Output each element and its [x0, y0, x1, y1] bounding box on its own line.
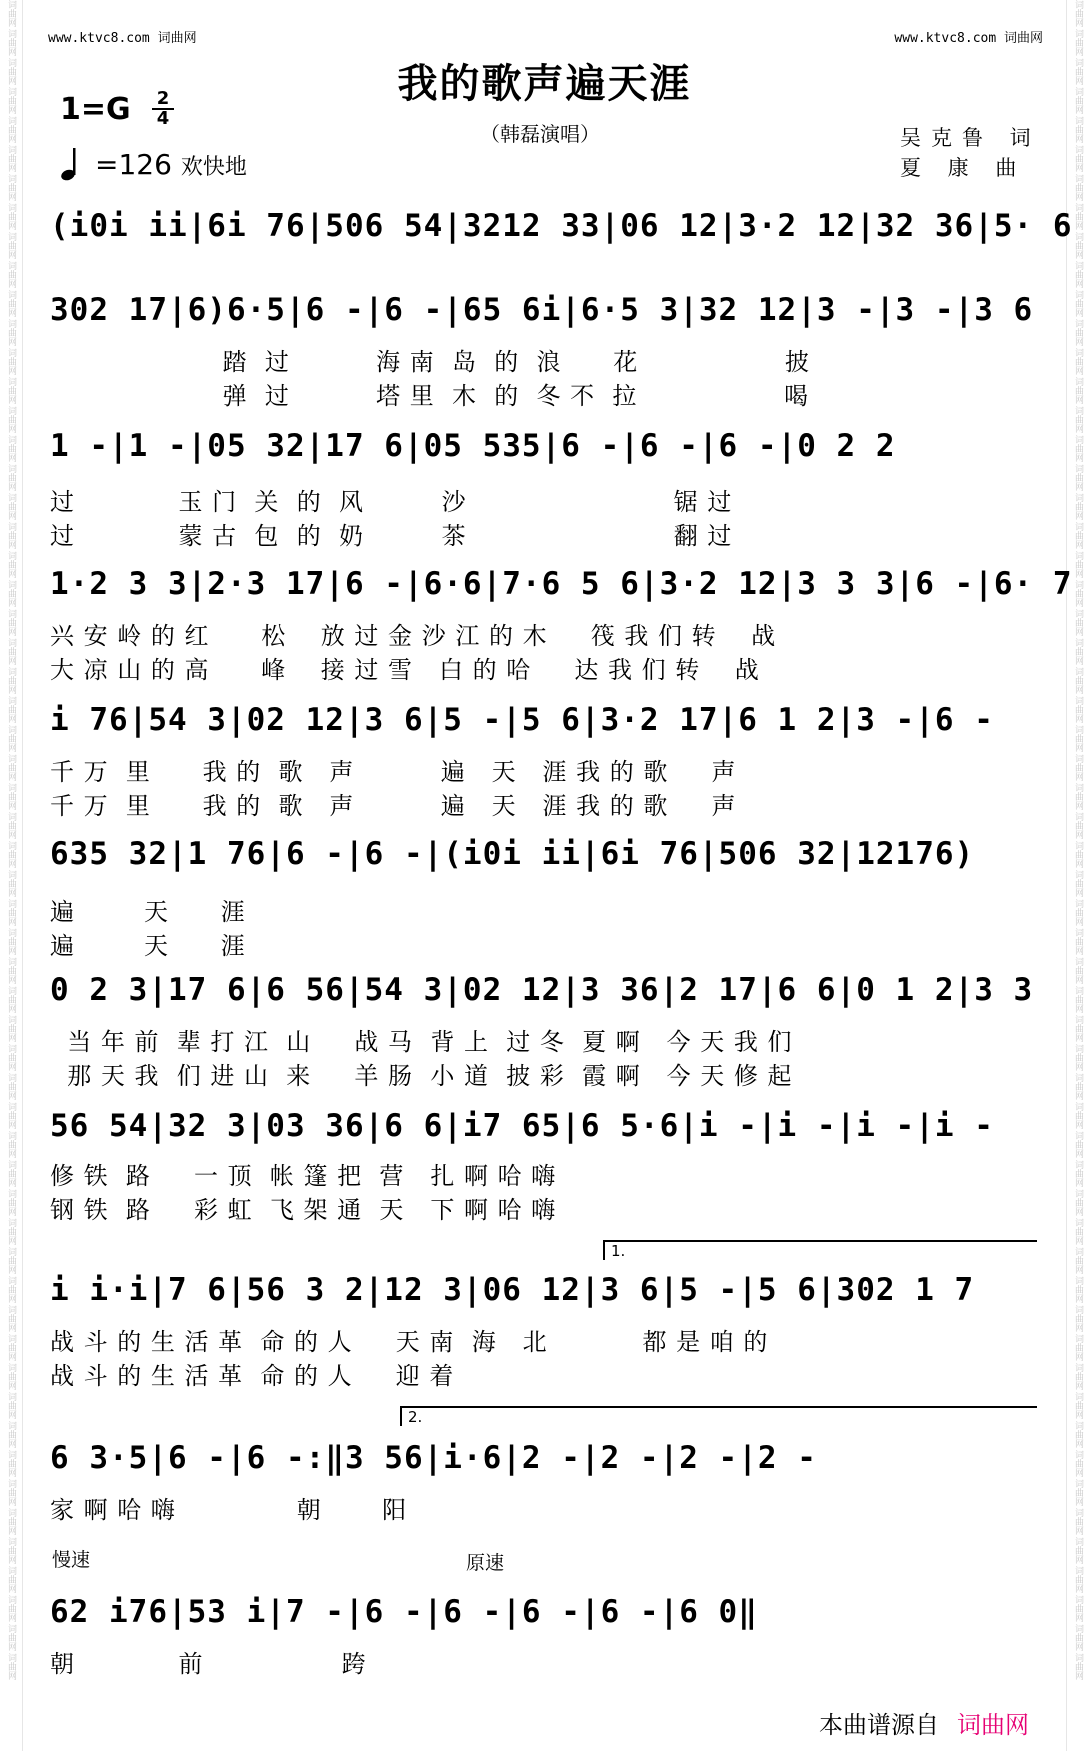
- watermark-text: 词曲网: [6, 957, 16, 984]
- watermark-text: 词曲网: [1073, 754, 1083, 781]
- watermark-text: 词曲网: [6, 870, 16, 897]
- watermark-text: 词曲网: [6, 1450, 16, 1477]
- watermark-text: 词曲网: [6, 1537, 16, 1564]
- watermark-text: 词曲网: [1073, 1189, 1083, 1216]
- watermark-text: 词曲网: [6, 986, 16, 1013]
- watermark-text: 词曲网: [1073, 1044, 1083, 1071]
- watermark-text: 词曲网: [6, 1247, 16, 1274]
- watermark-text: 词曲网: [1073, 580, 1083, 607]
- watermark-text: 词曲网: [1073, 435, 1083, 462]
- watermark-text: 词曲网: [6, 783, 16, 810]
- watermark-text: 词曲网: [6, 29, 16, 56]
- second-ending-bracket: 2.: [400, 1406, 1037, 1426]
- watermark-text: 词曲网: [6, 1363, 16, 1390]
- watermark-text: 词曲网: [1073, 696, 1083, 723]
- watermark-text: 词曲网: [6, 406, 16, 433]
- watermark-text: 词曲网: [6, 1479, 16, 1506]
- site-label-right: www.ktvc8.com 词曲网: [894, 31, 1043, 46]
- watermark-text: 词曲网: [6, 1189, 16, 1216]
- watermark-text: 词曲网: [6, 1218, 16, 1245]
- time-signature-bottom: 4: [152, 108, 174, 128]
- watermark-strip-left: [0, 0, 23, 1751]
- watermark-text: 词曲网: [1073, 551, 1083, 578]
- watermark-text: 词曲网: [6, 551, 16, 578]
- lyric-verse-1: 过 玉 门 关 的 风 沙 锯 过: [50, 488, 733, 516]
- time-signature: [152, 90, 174, 128]
- score-line-7: [50, 964, 1039, 1016]
- lyric-verse-1: 踏 过 海 南 岛 的 浪 花 披: [50, 348, 810, 376]
- score-line-music: i 76|54 3|02 12|3 6|5 -|5 6|3·2 17|6 1 2|3 -|6 -: [50, 702, 994, 738]
- site-label-left: www.ktvc8.com 词曲网: [48, 31, 197, 46]
- watermark-text: 词曲网: [6, 1102, 16, 1129]
- watermark-text: 词曲网: [1073, 1247, 1083, 1274]
- watermark-text: 词曲网: [1073, 0, 1083, 27]
- score-line-music: 1 -|1 -|05 32|17 6|05 535|6 -|6 -|6 -|0 2 2: [50, 428, 896, 464]
- watermark-text: 词曲网: [1073, 1566, 1083, 1593]
- watermark-text: 词曲网: [6, 1044, 16, 1071]
- song-title: 我的歌声遍天涯: [397, 61, 692, 107]
- lyric-verse-2: 过 蒙 古 包 的 奶 茶 翻 过: [50, 522, 733, 550]
- watermark-text: 词曲网: [6, 290, 16, 317]
- watermark-text: 词曲网: [1073, 667, 1083, 694]
- watermark-text: 词曲网: [6, 174, 16, 201]
- watermark-text: 词曲网: [6, 580, 16, 607]
- score-line-music: (i0i ii|6i 76|506 54|3212 33|06 12|3·2 12|32 36|5· 6: [50, 208, 1073, 244]
- lyric-verse-1: 千 万 里 我 的 歌 声 遍 天 涯 我 的 歌 声: [50, 758, 737, 786]
- tempo-value: =126: [95, 148, 172, 181]
- watermark-text: 词曲网: [1073, 609, 1083, 636]
- watermark-text: 词曲网: [6, 1595, 16, 1622]
- score-line-music: 302 17|6)6·5|6 -|6 -|65 6i|6·5 3|32 12|3 -|3 -|3 6: [50, 292, 1034, 328]
- watermark-text: 词曲网: [6, 841, 16, 868]
- composer-credit: 夏 康 曲: [900, 156, 1027, 180]
- watermark-text: 词曲网: [1073, 957, 1083, 984]
- watermark-text: 词曲网: [6, 609, 16, 636]
- watermark-text: 词曲网: [6, 464, 16, 491]
- watermark-text: 词曲网: [1073, 203, 1083, 230]
- watermark-text: 词曲网: [6, 754, 16, 781]
- watermark-text: 词曲网: [1073, 493, 1083, 520]
- watermark-text: 词曲网: [1073, 58, 1083, 85]
- lyric-verse-2: 那 天 我 们 进 山 来 羊 肠 小 道 披 彩 霞 啊 今 天 修 起: [50, 1062, 793, 1090]
- score-line-10: [50, 1432, 1039, 1484]
- watermark-text: 词曲网: [6, 1131, 16, 1158]
- watermark-text: 词曲网: [1073, 290, 1083, 317]
- watermark-text: 词曲网: [1073, 1160, 1083, 1187]
- watermark-text: 词曲网: [6, 116, 16, 143]
- watermark-text: 词曲网: [6, 1015, 16, 1042]
- score-line-4: [50, 558, 1073, 610]
- score-line-music: 56 54|32 3|03 36|6 6|i7 65|6 5·6|i -|i -|i -|i -: [50, 1108, 994, 1144]
- lyric-verse-2: 遍 天 涯: [50, 932, 246, 960]
- watermark-text: 词曲网: [6, 58, 16, 85]
- watermark-text: 词曲网: [6, 493, 16, 520]
- watermark-text: 词曲网: [1073, 1102, 1083, 1129]
- watermark-text: 词曲网: [6, 928, 16, 955]
- watermark-text: 词曲网: [1073, 232, 1083, 259]
- watermark-text: 词曲网: [6, 1624, 16, 1651]
- score-line-8: [50, 1100, 1039, 1152]
- time-signature-top: 2: [156, 88, 170, 109]
- watermark-text: 词曲网: [1073, 1450, 1083, 1477]
- watermark-text: 词曲网: [1073, 87, 1083, 114]
- watermark-text: 词曲网: [1073, 1334, 1083, 1361]
- score-line-music: 635 32|1 76|6 -|6 -|(i0i ii|6i 76|506 32|12176): [50, 836, 975, 872]
- watermark-text: 词曲网: [6, 1160, 16, 1187]
- watermark-text: 词曲网: [1073, 1392, 1083, 1419]
- lyric-verse-2: 弹 过 塔 里 木 的 冬 不 拉 喝: [50, 382, 810, 410]
- watermark-text: 词曲网: [1073, 986, 1083, 1013]
- watermark-text: 词曲网: [1073, 348, 1083, 375]
- lyric-verse-1: 修 铁 路 一 顶 帐 篷 把 营 扎 啊 哈 嗨: [50, 1162, 557, 1190]
- score-line-2: [50, 284, 1039, 336]
- watermark-text: 词曲网: [1073, 1508, 1083, 1535]
- watermark-text: 词曲网: [6, 145, 16, 172]
- first-ending-bracket: 1.: [603, 1240, 1037, 1260]
- watermark-text: 词曲网: [6, 1566, 16, 1593]
- watermark-text: 词曲网: [6, 232, 16, 259]
- tempo-mark-slow: 慢速: [52, 1549, 91, 1571]
- performer-credit: （韩磊演唱）: [480, 122, 600, 146]
- footer-source: 本曲谱源自: [819, 1711, 939, 1739]
- score-line-music: 6 3·5|6 -|6 -:‖3 56|i·6|2 -|2 -|2 -|2 -: [50, 1440, 817, 1476]
- watermark-text: 词曲网: [1073, 319, 1083, 346]
- watermark-text: 词曲网: [6, 1653, 16, 1680]
- quarter-note-icon: [58, 146, 94, 182]
- watermark-text: 词曲网: [6, 812, 16, 839]
- score-line-music: 1·2 3 3|2·3 17|6 -|6·6|7·6 5 6|3·2 12|3 3 3|6 -|6· 7: [50, 566, 1073, 602]
- watermark-text: 词曲网: [6, 87, 16, 114]
- watermark-text: 词曲网: [1073, 1276, 1083, 1303]
- score-line-3: [50, 420, 1039, 472]
- watermark-text: 词曲网: [6, 1073, 16, 1100]
- watermark-text: 词曲网: [1073, 406, 1083, 433]
- watermark-text: 词曲网: [1073, 1624, 1083, 1651]
- watermark-text: 词曲网: [1073, 725, 1083, 752]
- watermark-text: 词曲网: [1073, 1479, 1083, 1506]
- tempo-marking: [95, 148, 247, 181]
- watermark-text: 词曲网: [1073, 783, 1083, 810]
- watermark-text: 词曲网: [1073, 464, 1083, 491]
- watermark-text: 词曲网: [1073, 1537, 1083, 1564]
- watermark-text: 词曲网: [1073, 1421, 1083, 1448]
- watermark-text: 词曲网: [6, 203, 16, 230]
- watermark-text: 词曲网: [6, 261, 16, 288]
- score-line-music: 62 i76|53 i|7 -|6 -|6 -|6 -|6 -|6 0‖: [50, 1594, 758, 1630]
- watermark-text: 词曲网: [6, 725, 16, 752]
- score-line-5: [50, 694, 1039, 746]
- watermark-text: 词曲网: [6, 348, 16, 375]
- watermark-text: 词曲网: [1073, 1653, 1083, 1680]
- lyric-verse-1: 战 斗 的 生 活 革 命 的 人 天 南 海 北 都 是 咱 的: [50, 1328, 769, 1356]
- watermark-text: 词曲网: [1073, 1131, 1083, 1158]
- watermark-text: 词曲网: [1073, 1363, 1083, 1390]
- lyric-verse-1: 朝 前 跨: [50, 1650, 367, 1678]
- watermark-text: 词曲网: [1073, 1015, 1083, 1042]
- lyric-verse-1: 遍 天 涯: [50, 898, 246, 926]
- lyric-verse-2: 千 万 里 我 的 歌 声 遍 天 涯 我 的 歌 声: [50, 792, 737, 820]
- watermark-text: 词曲网: [1073, 116, 1083, 143]
- watermark-text: 词曲网: [1073, 841, 1083, 868]
- watermark-text: 词曲网: [6, 1421, 16, 1448]
- watermark-text: 词曲网: [1073, 145, 1083, 172]
- watermark-text: 词曲网: [1073, 812, 1083, 839]
- score-line-11: [50, 1586, 1039, 1638]
- score-line-9: [50, 1264, 1039, 1316]
- tempo-word: 欢快地: [180, 155, 247, 180]
- watermark-text: 词曲网: [1073, 1305, 1083, 1332]
- watermark-text: 词曲网: [1073, 638, 1083, 665]
- watermark-text: 词曲网: [1073, 522, 1083, 549]
- watermark-text: 词曲网: [6, 899, 16, 926]
- lyric-verse-2: 大 凉 山 的 高 峰 接 过 雪 白 的 哈 达 我 们 转 战: [50, 656, 760, 684]
- watermark-text: 词曲网: [6, 0, 16, 27]
- score-line-1: [50, 200, 1073, 252]
- watermark-text: 词曲网: [1073, 870, 1083, 897]
- watermark-text: 词曲网: [6, 522, 16, 549]
- score-line-6: [50, 828, 1039, 880]
- score-line-music: i i·i|7 6|56 3 2|12 3|06 12|3 6|5 -|5 6|302 1 7: [50, 1272, 975, 1308]
- lyric-verse-1: 当 年 前 辈 打 江 山 战 马 背 上 过 冬 夏 啊 今 天 我 们: [50, 1028, 793, 1056]
- watermark-text: 词曲网: [6, 1276, 16, 1303]
- watermark-text: 词曲网: [6, 377, 16, 404]
- watermark-text: 词曲网: [1073, 1073, 1083, 1100]
- footer-brand-link[interactable]: 词曲网: [957, 1711, 1029, 1739]
- watermark-text: 词曲网: [6, 1392, 16, 1419]
- lyric-verse-2: 钢 铁 路 彩 虹 飞 架 通 天 下 啊 哈 嗨: [50, 1196, 557, 1224]
- watermark-text: 词曲网: [1073, 928, 1083, 955]
- lyric-verse-1: 兴 安 岭 的 红 松 放 过 金 沙 江 的 木 筏 我 们 转 战: [50, 622, 777, 650]
- watermark-text: 词曲网: [6, 1305, 16, 1332]
- watermark-text: 词曲网: [6, 1334, 16, 1361]
- watermark-text: 词曲网: [1073, 29, 1083, 56]
- lyric-verse-1: 家 啊 哈 嗨 朝 阳: [50, 1496, 408, 1524]
- lyric-verse-2: 战 斗 的 生 活 革 命 的 人 迎 着: [50, 1362, 455, 1390]
- watermark-text: 词曲网: [6, 1508, 16, 1535]
- watermark-text: 词曲网: [1073, 1595, 1083, 1622]
- watermark-text: 词曲网: [6, 638, 16, 665]
- key-signature: 1=G: [60, 92, 131, 127]
- watermark-text: 词曲网: [1073, 174, 1083, 201]
- watermark-text: 词曲网: [6, 435, 16, 462]
- watermark-text: 词曲网: [1073, 899, 1083, 926]
- lyricist-credit: 吴克鲁 词: [900, 126, 1041, 150]
- watermark-text: 词曲网: [1073, 377, 1083, 404]
- watermark-text: 词曲网: [6, 696, 16, 723]
- watermark-text: 词曲网: [1073, 261, 1083, 288]
- watermark-text: 词曲网: [6, 667, 16, 694]
- watermark-text: 词曲网: [6, 319, 16, 346]
- score-line-music: 0 2 3|17 6|6 56|54 3|02 12|3 36|2 17|6 6|0 1 2|3 3: [50, 972, 1034, 1008]
- watermark-text: 词曲网: [1073, 1218, 1083, 1245]
- watermark-strip-right: [1066, 0, 1089, 1751]
- tempo-mark-original: 原速: [466, 1552, 505, 1574]
